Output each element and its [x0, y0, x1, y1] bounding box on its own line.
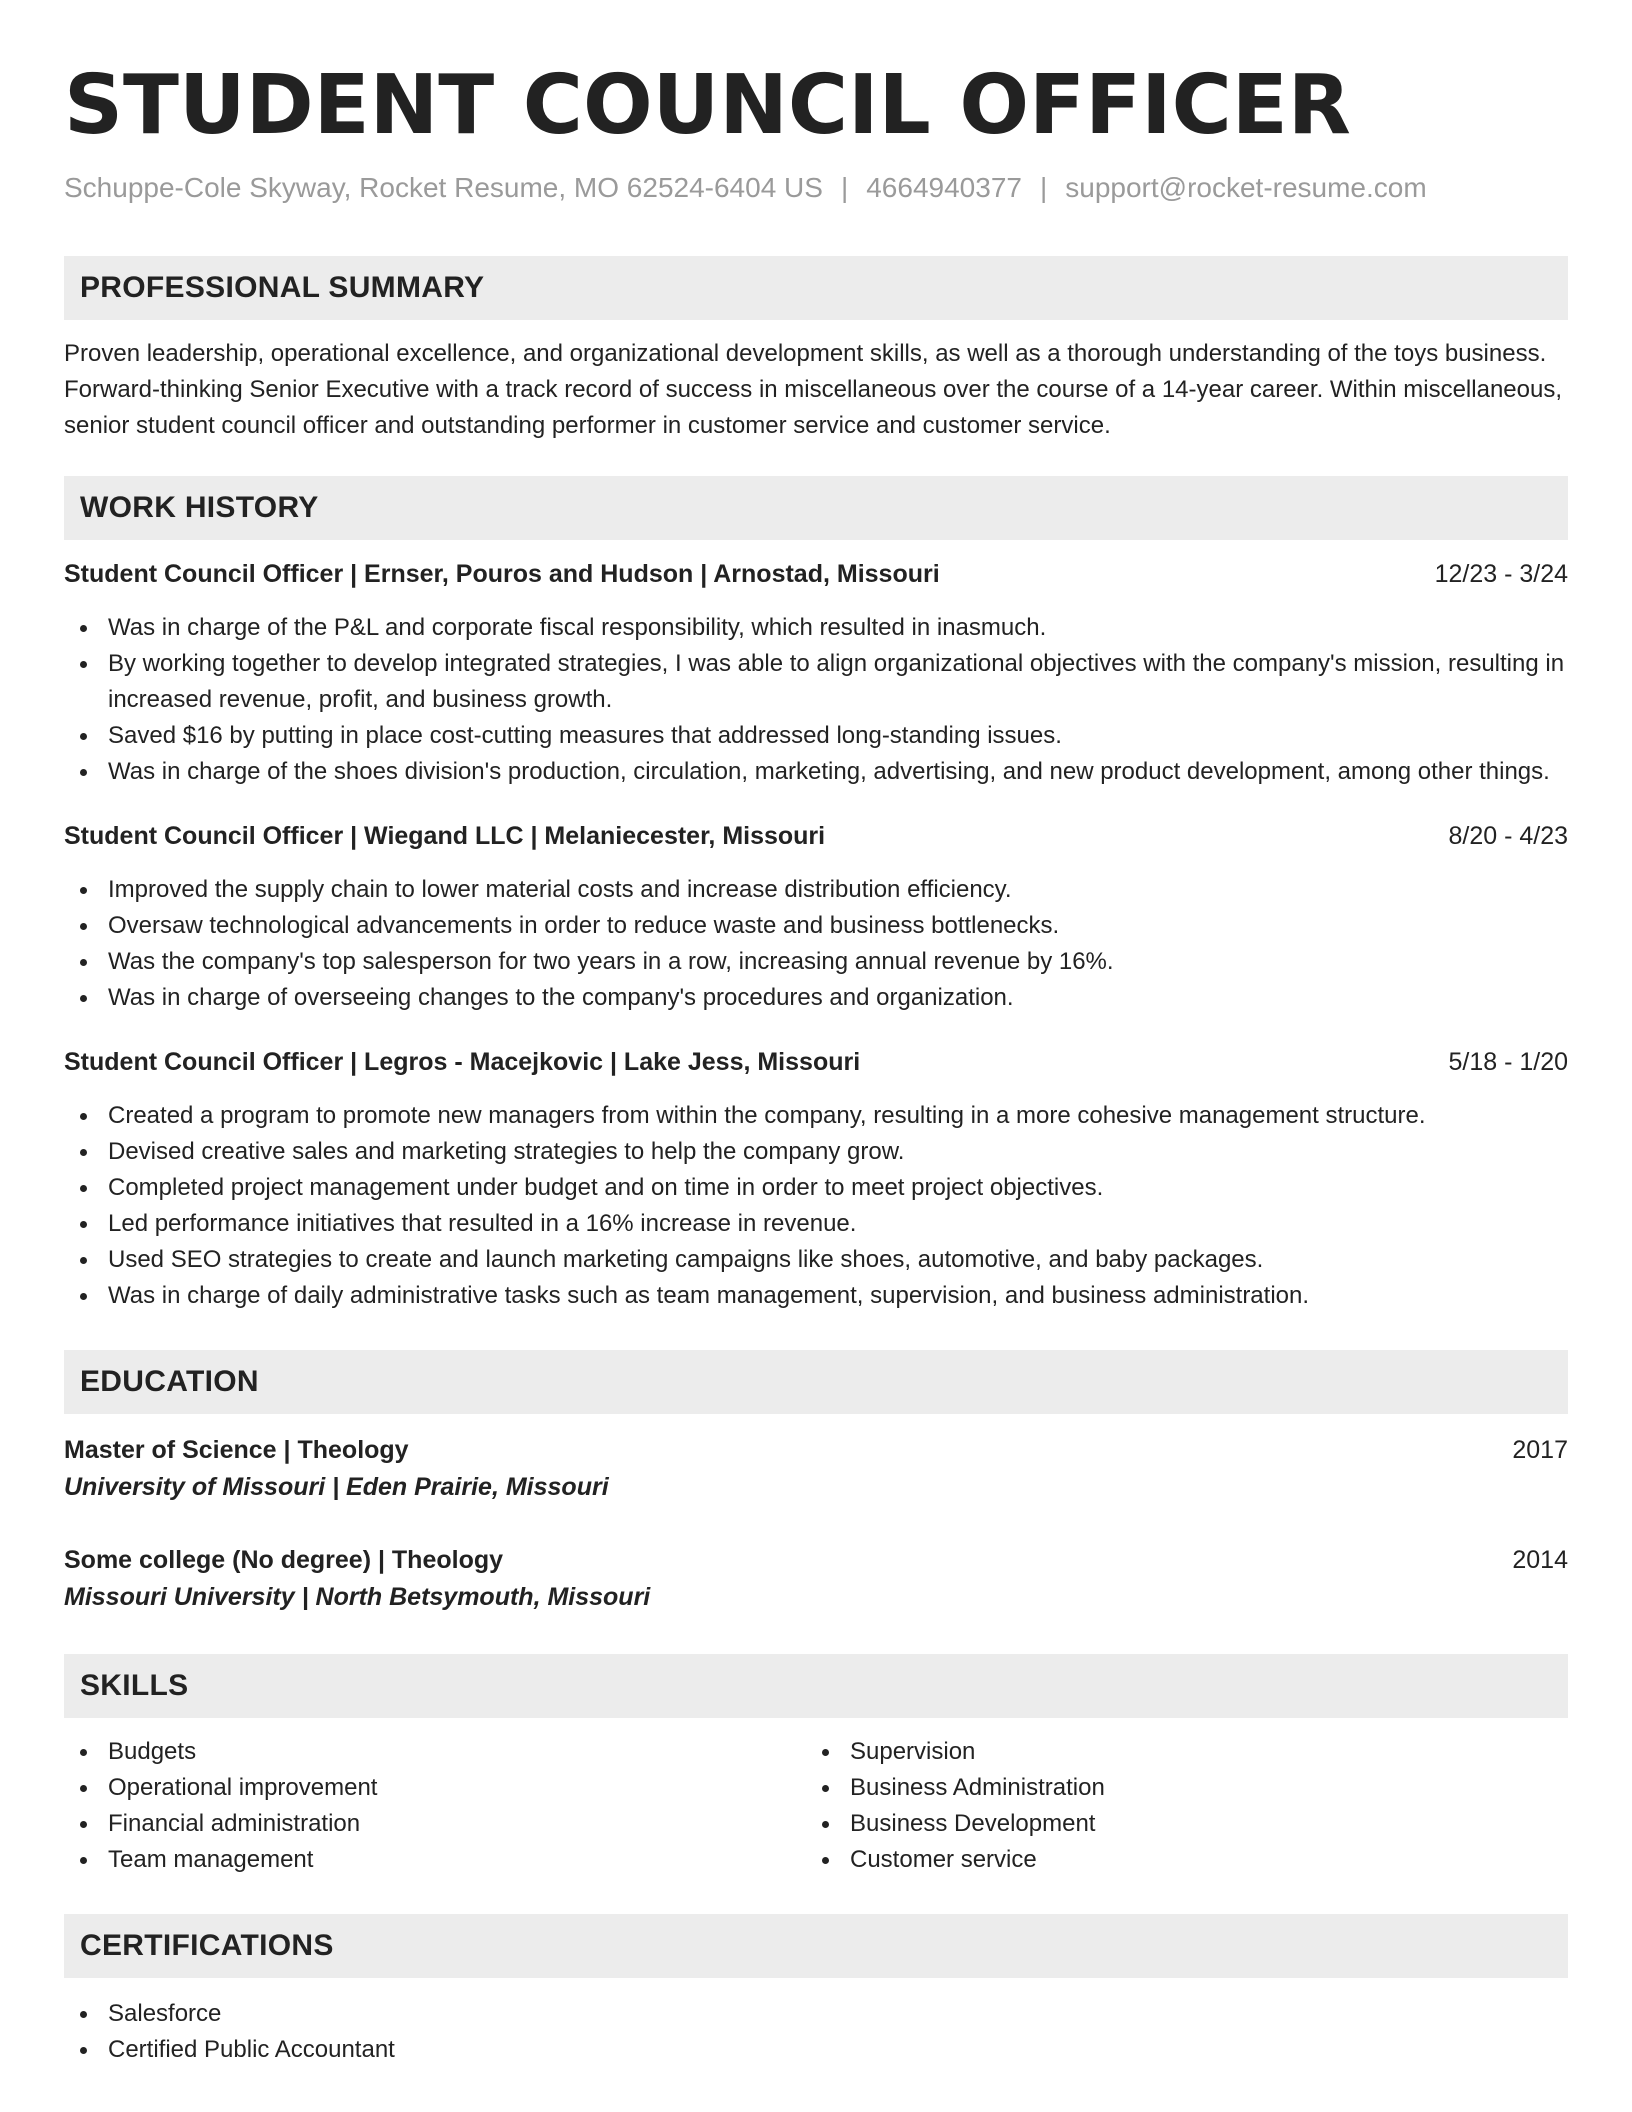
education-header	[64, 1432, 1568, 1468]
contact-line	[64, 170, 1568, 206]
skills-list-left	[64, 1734, 806, 1878]
resume-page	[64, 56, 1568, 2068]
list-item: Business Development	[806, 1806, 1548, 1842]
education-header	[64, 1542, 1568, 1578]
list-item: Saved $16 by putting in place cost-cutting measures that addressed long-standing issues.	[64, 718, 1568, 754]
list-item: Improved the supply chain to lower material costs and increase distribution efficiency.	[64, 872, 1568, 908]
list-item: Supervision	[806, 1734, 1548, 1770]
list-item: Completed project management under budget and on time in order to meet project objectives.	[64, 1170, 1568, 1206]
list-item: Operational improvement	[64, 1770, 806, 1806]
education-school: Missouri University | North Betsymouth, Missouri	[64, 1583, 651, 1611]
education-year: 2017	[1512, 1436, 1568, 1464]
list-item: Certified Public Accountant	[64, 2032, 1568, 2068]
job-bullets	[64, 872, 1568, 1016]
summary-text: Proven leadership, operational excellence, and organizational development skills, as well as a thorough understanding of the toys business. Forward-thinking Senior Executive with a track record of success in miscellaneous over the course of a 14-year career. Within miscellaneous, senior student council officer and outstanding performer in customer service and customer service.	[64, 340, 1562, 439]
job-header	[64, 818, 1568, 854]
list-item: By working together to develop integrated strategies, I was able to align organizational objectives with the company's mission, resulting in increased revenue, profit, and business growth.	[64, 646, 1568, 718]
skills-list-right	[806, 1734, 1548, 1878]
list-item: Team management	[64, 1842, 806, 1878]
job-header	[64, 1044, 1568, 1080]
education-entry	[64, 1542, 1568, 1616]
job-bullets	[64, 1098, 1568, 1314]
list-item: Was in charge of daily administrative tasks such as team management, supervision, and business administration.	[64, 1278, 1568, 1314]
list-item: Was the company's top salesperson for two years in a row, increasing annual revenue by 16%.	[64, 944, 1568, 980]
job-title: Student Council Officer | Ernser, Pouros and Hudson | Arnostad, Missouri	[64, 560, 940, 588]
education-entry	[64, 1432, 1568, 1506]
list-item: Budgets	[64, 1734, 806, 1770]
section-heading-certifications: CERTIFICATIONS	[64, 1914, 1568, 1978]
section-heading-education: EDUCATION	[64, 1350, 1568, 1414]
contact-email: support@rocket-resume.com	[1065, 172, 1427, 203]
skills-columns	[64, 1734, 1568, 1878]
list-item: Devised creative sales and marketing strategies to help the company grow.	[64, 1134, 1568, 1170]
list-item: Financial administration	[64, 1806, 806, 1842]
job-dates: 8/20 - 4/23	[1448, 822, 1568, 850]
candidate-name: STUDENT COUNCIL OFFICER	[64, 58, 1351, 153]
section-heading-skills: SKILLS	[64, 1654, 1568, 1718]
education-degree: Some college (No degree) | Theology	[64, 1546, 504, 1574]
contact-phone: 4664940377	[866, 172, 1022, 203]
section-heading-work-history: WORK HISTORY	[64, 476, 1568, 540]
job-title: Student Council Officer | Wiegand LLC | Melaniecester, Missouri	[64, 822, 826, 850]
contact-separator: |	[1039, 172, 1048, 203]
list-item: Created a program to promote new managers from within the company, resulting in a more cohesive management structure.	[64, 1098, 1568, 1134]
section-heading-summary: PROFESSIONAL SUMMARY	[64, 256, 1568, 320]
list-item: Led performance initiatives that resulted in a 16% increase in revenue.	[64, 1206, 1568, 1242]
job-title: Student Council Officer | Legros - Macejkovic | Lake Jess, Missouri	[64, 1048, 861, 1076]
list-item: Was in charge of the P&L and corporate fiscal responsibility, which resulted in inasmuch.	[64, 610, 1568, 646]
list-item: Was in charge of overseeing changes to the company's procedures and organization.	[64, 980, 1568, 1016]
list-item: Customer service	[806, 1842, 1548, 1878]
list-item: Used SEO strategies to create and launch marketing campaigns like shoes, automotive, and baby packages.	[64, 1242, 1568, 1278]
job-dates: 5/18 - 1/20	[1448, 1048, 1568, 1076]
list-item: Was in charge of the shoes division's production, circulation, marketing, advertising, and new product development, among other things.	[64, 754, 1568, 790]
job-bullets	[64, 610, 1568, 790]
education-school: University of Missouri | Eden Prairie, Missouri	[64, 1473, 609, 1501]
contact-address: Schuppe-Cole Skyway, Rocket Resume, MO 62524-6404 US	[64, 172, 823, 203]
job-entry	[64, 818, 1568, 1016]
job-entry	[64, 556, 1568, 790]
list-item: Business Administration	[806, 1770, 1548, 1806]
list-item: Salesforce	[64, 1996, 1568, 2032]
job-entry	[64, 1044, 1568, 1314]
contact-separator: |	[840, 172, 849, 203]
education-degree: Master of Science | Theology	[64, 1436, 409, 1464]
certifications-list	[64, 1996, 1568, 2068]
job-header	[64, 556, 1568, 592]
job-dates: 12/23 - 3/24	[1434, 560, 1568, 588]
list-item: Oversaw technological advancements in order to reduce waste and business bottlenecks.	[64, 908, 1568, 944]
education-year: 2014	[1512, 1546, 1568, 1574]
